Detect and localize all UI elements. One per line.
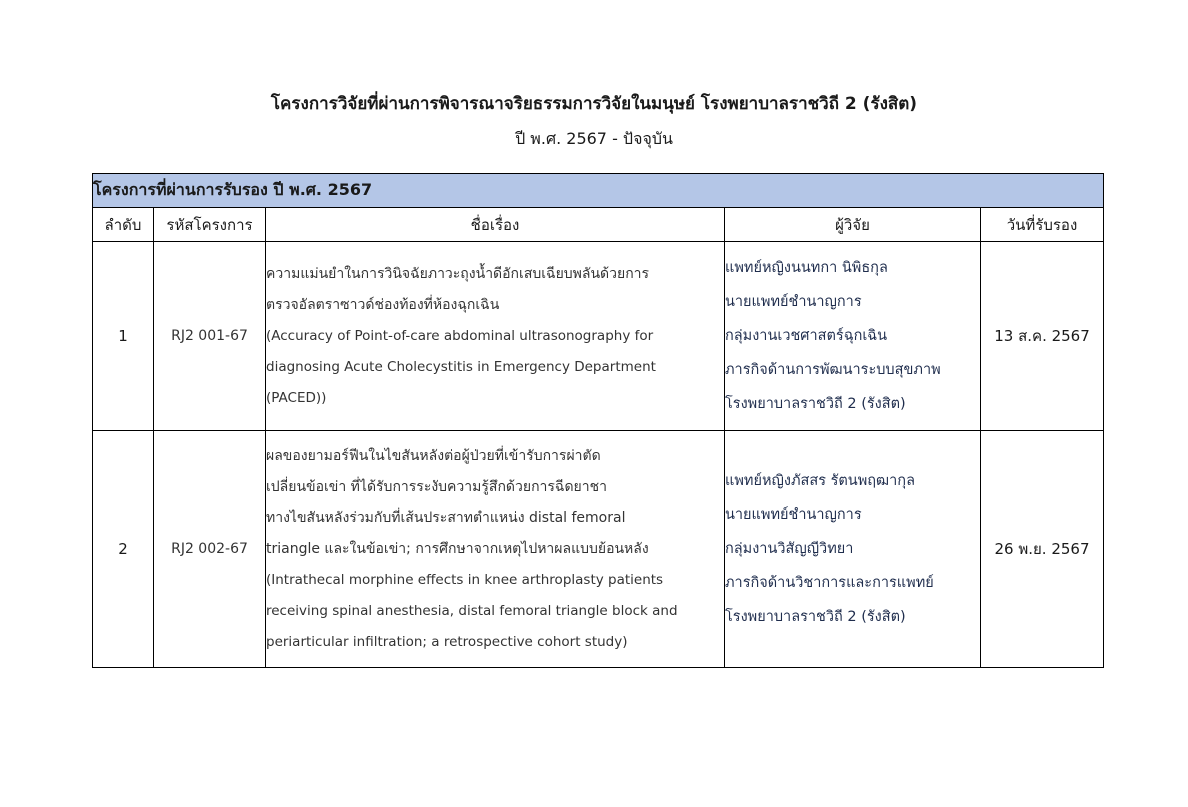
title-line: (Intrathecal morphine effects in knee arthroplasty patients	[266, 571, 664, 588]
title-line: periarticular infiltration; a retrospective cohort study)	[266, 633, 628, 650]
researcher-line: โรงพยาบาลราชวิถี 2 (รังสิต)	[725, 609, 906, 625]
project-code: RJ2 001-67	[154, 242, 266, 431]
row-number: 1	[93, 242, 154, 431]
projects-table	[92, 173, 1104, 668]
approval-date: 13 ส.ค. 2567	[981, 242, 1104, 431]
header-row	[93, 208, 1104, 242]
researcher-line: แพทย์หญิงภัสสร รัตนพฤฒากุล	[725, 473, 915, 489]
researcher-line: นายแพทย์ชำนาญการ	[725, 507, 862, 523]
researcher-line: โรงพยาบาลราชวิถี 2 (รังสิต)	[725, 396, 906, 412]
researcher	[725, 431, 981, 668]
title-line: ทางไขสันหลังร่วมกับที่เส้นประสาทตำแหน่ง distal femoral	[266, 509, 626, 526]
header-date: วันที่รับรอง	[981, 208, 1104, 242]
approval-date: 26 พ.ย. 2567	[981, 431, 1104, 668]
researcher-line: ภารกิจด้านวิชาการและการแพทย์	[725, 575, 934, 591]
project-title	[266, 242, 725, 431]
section-heading-row	[93, 174, 1104, 208]
title-line: (PACED))	[266, 389, 327, 406]
title-line: เปลี่ยนข้อเข่า ที่ได้รับการระงับความรู้สึกด้วยการฉีดยาชา	[266, 478, 607, 495]
title-line: diagnosing Acute Cholecystitis in Emergency Department	[266, 358, 656, 375]
page-title: โครงการวิจัยที่ผ่านการพิจารณาจริยธรรมการวิจัยในมนุษย์ โรงพยาบาลราชวิถี 2 (รังสิต)	[270, 94, 918, 114]
title-line: receiving spinal anesthesia, distal femoral triangle block and	[266, 602, 678, 619]
header-researcher: ผู้วิจัย	[725, 208, 981, 242]
title-line: ตรวจอัลตราซาวด์ช่องท้องที่ห้องฉุกเฉิน	[266, 296, 500, 313]
project-title	[266, 431, 725, 668]
section-heading: โครงการที่ผ่านการรับรอง ปี พ.ศ. 2567	[93, 174, 1104, 208]
title-line: ความแม่นยำในการวินิจฉัยภาวะถุงน้ำดีอักเสบเฉียบพลันด้วยการ	[266, 265, 650, 282]
title-line: (Accuracy of Point-of-care abdominal ultrasonography for	[266, 327, 654, 344]
researcher	[725, 242, 981, 431]
row-number: 2	[93, 431, 154, 668]
page-subtitle: ปี พ.ศ. 2567 - ปัจจุบัน	[515, 129, 673, 148]
title-line: triangle และในข้อเข่า; การศึกษาจากเหตุไปหาผลแบบย้อนหลัง	[266, 540, 649, 557]
table-row	[93, 431, 1104, 668]
project-code: RJ2 002-67	[154, 431, 266, 668]
header-title: ชื่อเรื่อง	[266, 208, 725, 242]
researcher-line: ภารกิจด้านการพัฒนาระบบสุขภาพ	[725, 362, 941, 378]
researcher-line: นายแพทย์ชำนาญการ	[725, 294, 862, 310]
researcher-line: แพทย์หญิงนนทกา นิพิธกุล	[725, 260, 888, 276]
header-number: ลำดับ	[93, 208, 154, 242]
researcher-line: กลุ่มงานเวชศาสตร์ฉุกเฉิน	[725, 328, 888, 344]
title-line: ผลของยามอร์ฟีนในไขสันหลังต่อผู้ป่วยที่เข้ารับการผ่าตัด	[266, 447, 601, 464]
researcher-line: กลุ่มงานวิสัญญีวิทยา	[725, 541, 854, 557]
header-code: รหัสโครงการ	[154, 208, 266, 242]
table-row	[93, 242, 1104, 431]
